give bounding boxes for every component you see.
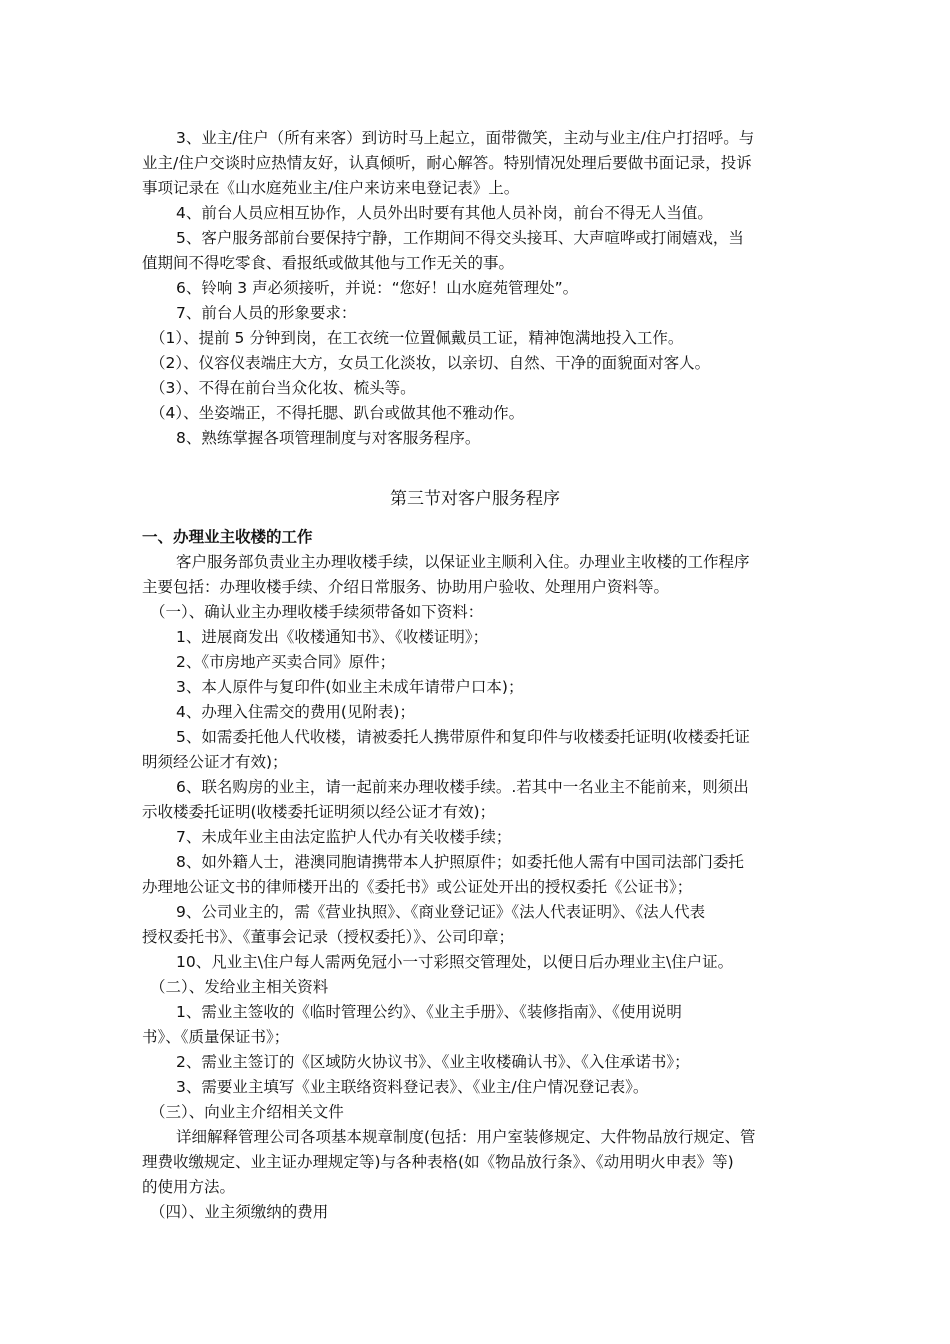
paragraph-line: 明须经公证才有效)；: [142, 753, 288, 771]
paragraph-line: 示收楼委托证明(收楼委托证明须以经公证才有效)；: [142, 803, 496, 821]
paragraph-line: 详细解释管理公司各项基本规章制度(包括：用户室装修规定、大件物品放行规定、管: [176, 1128, 756, 1146]
paragraph-line: 的使用方法。: [142, 1178, 236, 1196]
paragraph-line: 办理地公证文书的律师楼开出的《委托书》或公证处开出的授权委托《公证书》；: [142, 878, 693, 896]
paragraph-line: 2、需业主签订的《区域防火协议书》、《业主收楼确认书》、《入住承诺书》；: [176, 1053, 690, 1071]
paragraph-line: （三）、向业主介绍相关文件: [150, 1103, 344, 1121]
paragraph-line: 3、业主/住户（所有来客）到访时马上起立，面带微笑，主动与业主/住户打招呼。与: [176, 129, 755, 147]
paragraph-line: 8、如外籍人士，港澳同胞请携带本人护照原件；如委托他人需有中国司法部门委托: [176, 853, 744, 871]
paragraph-line: 业主/住户交谈时应热情友好，认真倾听，耐心解答。特别情况处理后要做书面记录，投诉: [142, 154, 752, 172]
paragraph-line: （二）、发给业主相关资料: [150, 978, 329, 996]
subheading: 一、办理业主收楼的工作: [142, 528, 313, 546]
paragraph-line: 4、办理入住需交的费用(见附表)；: [176, 703, 415, 721]
paragraph-line: 4、前台人员应相互协作，人员外出时要有其他人员补岗，前台不得无人当值。: [176, 204, 713, 222]
paragraph-line: 5、如需委托他人代收楼，请被委托人携带原件和复印件与收楼委托证明(收楼委托证: [176, 728, 750, 746]
paragraph-line: （3）、不得在前台当众化妆、梳头等。: [150, 379, 416, 397]
paragraph-line: 6、铃响 3 声必须接听，并说：“您好！山水庭苑管理处”。: [176, 279, 579, 297]
paragraph-line: （1）、提前 5 分钟到岗，在工衣统一位置佩戴员工证，精神饱满地投入工作。: [150, 329, 684, 347]
paragraph-line: （四）、业主须缴纳的费用: [150, 1203, 329, 1221]
paragraph-line: （4）、坐姿端正，不得托腮、趴台或做其他不雅动作。: [150, 404, 525, 422]
paragraph-line: 主要包括：办理收楼手续、介绍日常服务、协助用户验收、处理用户资料等。: [142, 578, 670, 596]
paragraph-line: 6、联名购房的业主，请一起前来办理收楼手续。.若其中一名业主不能前来，则须出: [176, 778, 749, 796]
paragraph-line: 9、公司业主的，需《营业执照》、《商业登记证》《法人代表证明》、《法人代表: [176, 903, 706, 921]
paragraph-line: 2、《市房地产买卖合同》原件；: [176, 653, 396, 671]
paragraph-line: 书》、《质量保证书》；: [142, 1028, 290, 1046]
paragraph-line: 10、凡业主\住户每人需两免冠小一寸彩照交管理处，以便日后办理业主\住户证。: [176, 953, 734, 971]
section-title: 第三节对客户服务程序: [390, 489, 560, 509]
paragraph-line: 5、客户服务部前台要保持宁静，工作期间不得交头接耳、大声喧哗或打闹嬉戏，当: [176, 229, 744, 247]
paragraph-line: 授权委托书》、《董事会记录（授权委托）》、公司印章；: [142, 928, 515, 946]
paragraph-line: 客户服务部负责业主办理收楼手续，以保证业主顺利入住。办理业主收楼的工作程序: [176, 553, 750, 571]
paragraph-line: 事项记录在《山水庭苑业主/住户来访来电登记表》上。: [142, 179, 520, 197]
paragraph-line: （一）、确认业主办理收楼手续须带备如下资料：: [150, 603, 484, 621]
paragraph-line: 1、需业主签收的《临时管理公约》、《业主手册》、《装修指南》、《使用说明: [176, 1003, 682, 1021]
paragraph-line: 值期间不得吃零食、看报纸或做其他与工作无关的事。: [142, 254, 515, 272]
paragraph-line: 3、需要业主填写《业主联络资料登记表》、《业主/住户情况登记表》。: [176, 1078, 649, 1096]
paragraph-line: 1、进展商发出《收楼通知书》、《收楼证明》；: [176, 628, 489, 646]
paragraph-line: 理费收缴规定、业主证办理规定等)与各种表格(如《物品放行条》、《动用明火申表》等): [142, 1153, 734, 1171]
paragraph-line: 7、未成年业主由法定监护人代办有关收楼手续；: [176, 828, 512, 846]
paragraph-line: （2）、仪容仪表端庄大方，女员工化淡妆，以亲切、自然、干净的面貌面对客人。: [150, 354, 711, 372]
paragraph-line: 3、本人原件与复印件(如业主未成年请带户口本)；: [176, 678, 524, 696]
paragraph-line: 7、前台人员的形象要求：: [176, 304, 357, 322]
paragraph-line: 8、熟练掌握各项管理制度与对客服务程序。: [176, 429, 481, 447]
